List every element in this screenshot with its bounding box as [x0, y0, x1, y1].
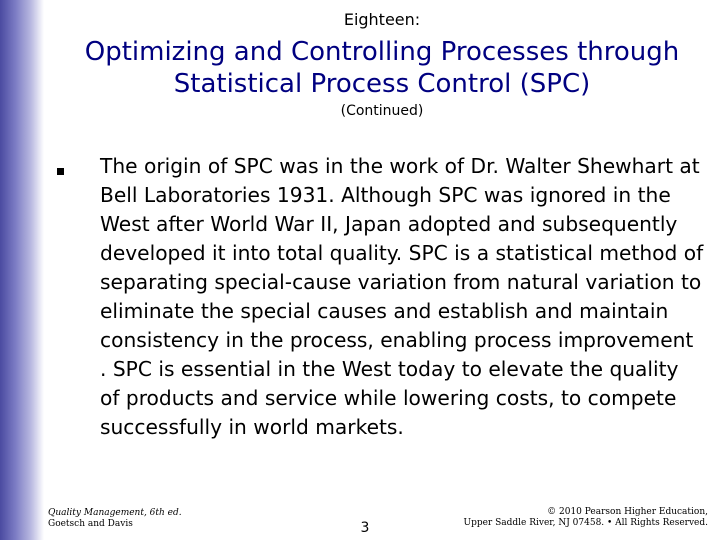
slide-title-line-1: Optimizing and Controlling Processes through — [84, 37, 680, 67]
slide-title — [44, 36, 720, 100]
bullet-text: The origin of SPC was in the work of Dr. Walter Shewhart at Bell Laboratories 1931. Although SPC was ignored in the West after World War II, Japan adopted and subsequently developed it into total quality. SPC is a statistical method of separating special-cause variation from natural variation to eliminate the special causes and establish and maintain consistency in the process, enabling process improvement . SPC is essential in the West today to elevate the quality of products and service while lowering costs, to compete successfully in world markets. — [100, 154, 704, 439]
slide-subtitle: (Continued) — [340, 103, 424, 119]
footer-copyright-line-1: © 2010 Pearson Higher Education, — [547, 507, 708, 517]
bullet-square-icon — [57, 168, 64, 175]
slide-title-line-2: Statistical Process Control (SPC) — [173, 69, 591, 99]
chapter-label: Eighteen: — [343, 10, 421, 29]
footer-book-title: Quality Management, 6th ed. — [48, 508, 182, 518]
page-number: 3 — [360, 520, 370, 536]
footer-copyright — [464, 507, 709, 529]
footer-book-info — [48, 508, 182, 530]
footer-copyright-line-2: Upper Saddle River, NJ 07458. • All Rights Reserved. — [463, 518, 708, 528]
footer-authors: Goetsch and Davis — [48, 519, 133, 529]
decorative-side-bar — [0, 0, 44, 540]
